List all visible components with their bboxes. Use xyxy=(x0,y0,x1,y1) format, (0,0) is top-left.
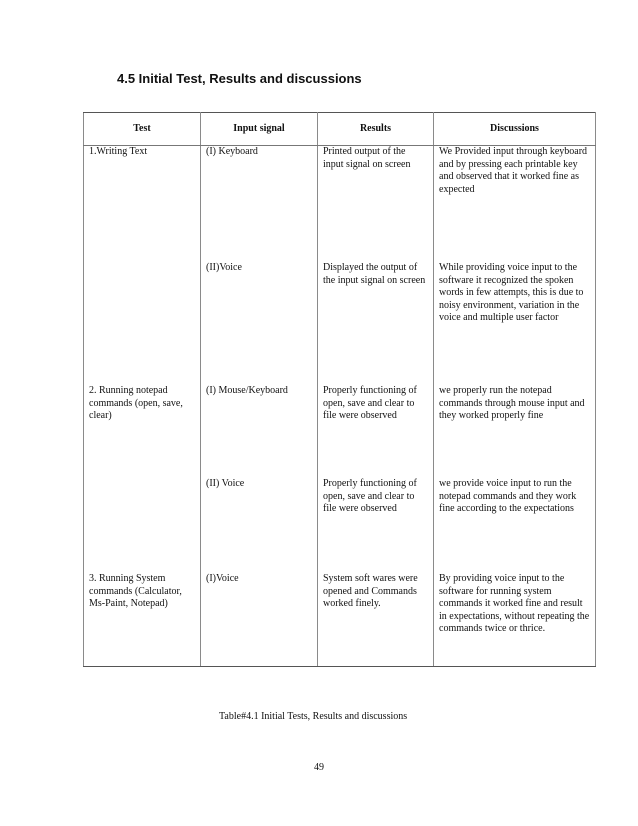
table-row xyxy=(84,146,596,263)
cell-test xyxy=(84,262,201,385)
cell-discussion: We Provided input through keyboard and by pressing each printable key and observed that it worked fine as expected xyxy=(434,146,596,263)
cell-discussion: we properly run the notepad commands through mouse input and they worked properly fine xyxy=(434,385,596,478)
cell-test xyxy=(84,478,201,573)
page-number: 49 xyxy=(314,762,324,773)
table-row xyxy=(84,262,596,385)
cell-input: (I) Keyboard xyxy=(201,146,318,263)
header-discussions: Discussions xyxy=(434,113,596,146)
cell-input: (I) Mouse/Keyboard xyxy=(201,385,318,478)
cell-input: (I)Voice xyxy=(201,573,318,667)
cell-input: (II)Voice xyxy=(201,262,318,385)
table-caption: Table#4.1 Initial Tests, Results and discussions xyxy=(219,711,408,722)
table-header-row xyxy=(84,113,596,146)
cell-input: (II) Voice xyxy=(201,478,318,573)
section-heading: 4.5 Initial Test, Results and discussions xyxy=(117,71,362,86)
header-test: Test xyxy=(84,113,201,146)
header-results: Results xyxy=(318,113,434,146)
cell-test: 2. Running notepad commands (open, save, clear) xyxy=(84,385,201,478)
table-row xyxy=(84,385,596,478)
cell-result: Properly functioning of open, save and clear to file were observed xyxy=(318,478,434,573)
header-input-signal: Input signal xyxy=(201,113,318,146)
cell-result: System soft wares were opened and Commands worked finely. xyxy=(318,573,434,667)
results-table xyxy=(83,112,596,667)
cell-test: 1.Writing Text xyxy=(84,146,201,263)
cell-result: Printed output of the input signal on screen xyxy=(318,146,434,263)
table-row xyxy=(84,478,596,573)
cell-discussion: By providing voice input to the software for running system commands it worked fine and result in expectations, without repeating the commands twice or thrice. xyxy=(434,573,596,667)
cell-discussion: While providing voice input to the software it recognized the spoken words in few attempts, this is due to noisy environment, variation in the voice and multiple user factor xyxy=(434,262,596,385)
cell-result: Properly functioning of open, save and clear to file were observed xyxy=(318,385,434,478)
cell-result: Displayed the output of the input signal on screen xyxy=(318,262,434,385)
cell-discussion: we provide voice input to run the notepad commands and they work fine according to the expectations xyxy=(434,478,596,573)
table-row xyxy=(84,573,596,667)
cell-test: 3. Running System commands (Calculator, Ms-Paint, Notepad) xyxy=(84,573,201,667)
